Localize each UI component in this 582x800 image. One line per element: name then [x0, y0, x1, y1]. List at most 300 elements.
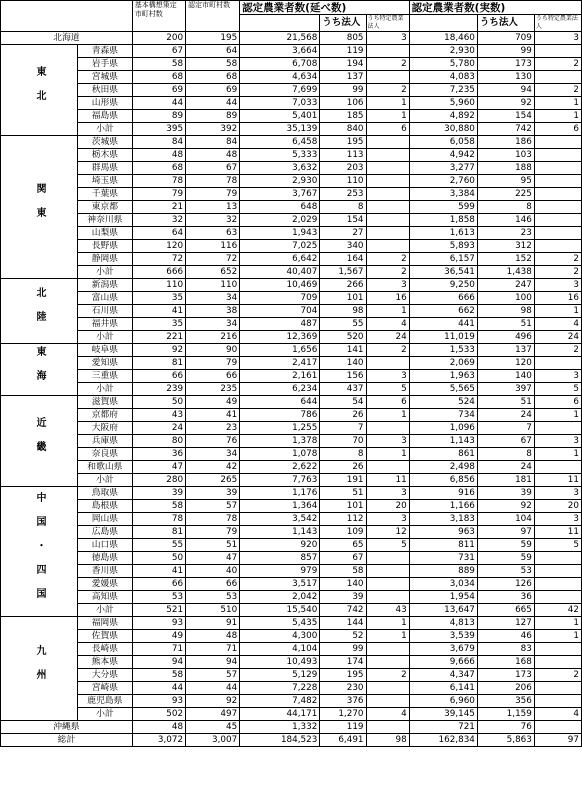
value-cell: 64: [132, 227, 185, 240]
value-cell: 48: [132, 149, 185, 162]
value-cell: 92: [477, 500, 534, 513]
value-cell: 3: [366, 435, 409, 448]
table-row: [1, 591, 582, 604]
prefecture-name: 茨城県: [78, 136, 133, 149]
value-cell: 1: [366, 97, 409, 110]
value-cell: 5,401: [240, 110, 320, 123]
table-row: [1, 344, 582, 357]
value-cell: 51: [477, 396, 534, 409]
value-cell: 101: [320, 292, 366, 305]
value-cell: 47: [186, 552, 240, 565]
value-cell: [534, 643, 581, 656]
value-cell: 3: [534, 487, 581, 500]
header-plan-munis: 基本構想策定市町村数: [132, 1, 185, 32]
value-cell: 1,378: [240, 435, 320, 448]
header-of-which-specified-actual: うち特定農業法人: [534, 15, 581, 32]
value-cell: 119: [320, 721, 366, 734]
value-cell: 1,858: [409, 214, 477, 227]
value-cell: 2: [534, 84, 581, 97]
value-cell: 191: [320, 474, 366, 487]
value-cell: 69: [132, 84, 185, 97]
total-row: [1, 734, 582, 747]
value-cell: 521: [132, 604, 185, 617]
value-cell: 1: [534, 448, 581, 461]
value-cell: 2,930: [409, 45, 477, 58]
prefecture-name: 奈良県: [78, 448, 133, 461]
value-cell: 437: [320, 383, 366, 396]
value-cell: 195: [320, 669, 366, 682]
value-cell: 186: [477, 136, 534, 149]
value-cell: 79: [186, 526, 240, 539]
value-cell: 140: [320, 578, 366, 591]
value-cell: 39: [186, 487, 240, 500]
value-cell: [534, 565, 581, 578]
prefecture-name: 愛媛県: [78, 578, 133, 591]
region-label: 東海: [1, 344, 78, 396]
value-cell: 71: [186, 643, 240, 656]
table-row: [1, 32, 582, 45]
header-of-which-corp: うち法人: [320, 15, 366, 32]
value-cell: [366, 565, 409, 578]
value-cell: 8: [477, 201, 534, 214]
header-of-which-corp-actual: うち法人: [477, 15, 534, 32]
value-cell: 3: [534, 435, 581, 448]
table-row: [1, 617, 582, 630]
value-cell: 3,539: [409, 630, 477, 643]
prefecture-name: 三重県: [78, 370, 133, 383]
value-cell: 146: [477, 214, 534, 227]
value-cell: 24: [477, 409, 534, 422]
value-cell: 963: [409, 526, 477, 539]
value-cell: 43: [132, 409, 185, 422]
prefecture-name: 群馬県: [78, 162, 133, 175]
prefecture-name: 神奈川県: [78, 214, 133, 227]
table-row: [1, 214, 582, 227]
value-cell: 2,029: [240, 214, 320, 227]
value-cell: 72: [186, 253, 240, 266]
value-cell: 3: [366, 32, 409, 45]
value-cell: 38: [186, 305, 240, 318]
value-cell: [534, 552, 581, 565]
value-cell: 53: [477, 565, 534, 578]
value-cell: [534, 136, 581, 149]
value-cell: 140: [477, 370, 534, 383]
value-cell: 235: [186, 383, 240, 396]
table-row: [1, 240, 582, 253]
header-corner: [1, 1, 133, 32]
header-actual-blank: [409, 15, 477, 32]
value-cell: 2: [534, 669, 581, 682]
value-cell: 742: [320, 604, 366, 617]
prefecture-name: 岡山県: [78, 513, 133, 526]
value-cell: [366, 643, 409, 656]
value-cell: 2: [534, 58, 581, 71]
value-cell: 840: [320, 123, 366, 136]
value-cell: [534, 227, 581, 240]
value-cell: 27: [320, 227, 366, 240]
value-cell: 12: [366, 526, 409, 539]
prefecture-name: 山梨県: [78, 227, 133, 240]
value-cell: 20: [534, 500, 581, 513]
value-cell: 91: [186, 617, 240, 630]
value-cell: 510: [186, 604, 240, 617]
value-cell: 98: [366, 734, 409, 747]
value-cell: 8: [320, 448, 366, 461]
value-cell: [534, 578, 581, 591]
value-cell: 1,364: [240, 500, 320, 513]
table-row: [1, 45, 582, 58]
value-cell: 8: [320, 201, 366, 214]
value-cell: 8: [477, 448, 534, 461]
value-cell: 11: [534, 474, 581, 487]
table-row: [1, 292, 582, 305]
value-cell: 5,435: [240, 617, 320, 630]
prefecture-name: 熊本県: [78, 656, 133, 669]
prefecture-name: 岩手県: [78, 58, 133, 71]
value-cell: 35: [132, 318, 185, 331]
value-cell: [534, 682, 581, 695]
table-row: [1, 136, 582, 149]
value-cell: [366, 552, 409, 565]
value-cell: 861: [409, 448, 477, 461]
value-cell: 1,078: [240, 448, 320, 461]
value-cell: 40: [186, 565, 240, 578]
value-cell: [366, 578, 409, 591]
value-cell: 23: [186, 422, 240, 435]
value-cell: 6: [366, 396, 409, 409]
value-cell: 89: [186, 110, 240, 123]
value-cell: 1,143: [409, 435, 477, 448]
value-cell: 1,166: [409, 500, 477, 513]
value-cell: 1: [366, 409, 409, 422]
value-cell: 18,460: [409, 32, 477, 45]
value-cell: 239: [132, 383, 185, 396]
value-cell: 805: [320, 32, 366, 45]
prefecture-name: 宮崎県: [78, 682, 133, 695]
value-cell: 66: [186, 370, 240, 383]
table-row: [1, 188, 582, 201]
value-cell: 709: [240, 292, 320, 305]
value-cell: 3,034: [409, 578, 477, 591]
value-cell: 1,270: [320, 708, 366, 721]
table-row: [1, 279, 582, 292]
prefecture-name: 佐賀県: [78, 630, 133, 643]
value-cell: 98: [477, 305, 534, 318]
value-cell: 5: [366, 539, 409, 552]
value-cell: [366, 71, 409, 84]
value-cell: 6,642: [240, 253, 320, 266]
value-cell: 92: [477, 97, 534, 110]
value-cell: 3,277: [409, 162, 477, 175]
value-cell: 1: [534, 97, 581, 110]
value-cell: 76: [186, 435, 240, 448]
value-cell: 4,813: [409, 617, 477, 630]
value-cell: 916: [409, 487, 477, 500]
prefecture-name: 京都府: [78, 409, 133, 422]
table-row: [1, 409, 582, 422]
value-cell: 662: [409, 305, 477, 318]
value-cell: 67: [320, 552, 366, 565]
value-cell: 13: [186, 201, 240, 214]
value-cell: 1,533: [409, 344, 477, 357]
value-cell: 704: [240, 305, 320, 318]
value-cell: 50: [132, 396, 185, 409]
value-cell: 10,493: [240, 656, 320, 669]
value-cell: 13,647: [409, 604, 477, 617]
value-cell: 11: [366, 474, 409, 487]
value-cell: 666: [132, 266, 185, 279]
subtotal-row: [1, 708, 582, 721]
prefecture-name: 新潟県: [78, 279, 133, 292]
value-cell: 103: [477, 149, 534, 162]
value-cell: 7,699: [240, 84, 320, 97]
value-cell: 7,228: [240, 682, 320, 695]
value-cell: 496: [477, 331, 534, 344]
value-cell: 3,664: [240, 45, 320, 58]
value-cell: 104: [477, 513, 534, 526]
value-cell: 84: [132, 136, 185, 149]
prefecture-name: 福岡県: [78, 617, 133, 630]
value-cell: 2,498: [409, 461, 477, 474]
value-cell: 709: [477, 32, 534, 45]
value-cell: 280: [132, 474, 185, 487]
value-cell: 39: [132, 487, 185, 500]
value-cell: [534, 214, 581, 227]
value-cell: 116: [186, 240, 240, 253]
value-cell: 119: [320, 45, 366, 58]
value-cell: 80: [132, 435, 185, 448]
prefecture-name: 青森県: [78, 45, 133, 58]
value-cell: 41: [132, 565, 185, 578]
value-cell: 99: [320, 84, 366, 97]
header-farmers-cumulative: 認定農業者数(延べ数): [240, 1, 410, 15]
value-cell: 34: [186, 448, 240, 461]
value-cell: 100: [477, 292, 534, 305]
value-cell: 1,176: [240, 487, 320, 500]
header-farmers-actual: 認定農業者数(実数): [409, 1, 581, 15]
value-cell: 68: [186, 71, 240, 84]
table-row: [1, 695, 582, 708]
value-cell: 1,954: [409, 591, 477, 604]
value-cell: 39: [477, 487, 534, 500]
value-cell: [534, 591, 581, 604]
value-cell: 30,880: [409, 123, 477, 136]
value-cell: [534, 45, 581, 58]
table-row: [1, 578, 582, 591]
value-cell: 32: [186, 214, 240, 227]
value-cell: 1: [534, 617, 581, 630]
value-cell: 70: [320, 435, 366, 448]
value-cell: 42: [534, 604, 581, 617]
value-cell: 3: [534, 513, 581, 526]
value-cell: 44: [132, 682, 185, 695]
value-cell: 66: [132, 578, 185, 591]
table-row: [1, 84, 582, 97]
value-cell: 225: [477, 188, 534, 201]
value-cell: 140: [320, 357, 366, 370]
value-cell: 1: [366, 448, 409, 461]
value-cell: 67: [477, 435, 534, 448]
value-cell: 54: [320, 396, 366, 409]
value-cell: 3,007: [186, 734, 240, 747]
value-cell: [366, 656, 409, 669]
value-cell: 1,567: [320, 266, 366, 279]
value-cell: 652: [186, 266, 240, 279]
value-cell: 127: [477, 617, 534, 630]
value-cell: 106: [320, 97, 366, 110]
value-cell: 3,384: [409, 188, 477, 201]
prefecture-name: 北海道: [1, 32, 133, 45]
value-cell: 4,892: [409, 110, 477, 123]
value-cell: 2: [366, 253, 409, 266]
value-cell: 2: [534, 253, 581, 266]
value-cell: [366, 682, 409, 695]
value-cell: 1,159: [477, 708, 534, 721]
value-cell: [534, 695, 581, 708]
value-cell: 156: [320, 370, 366, 383]
value-cell: [534, 461, 581, 474]
value-cell: 7,025: [240, 240, 320, 253]
value-cell: 83: [477, 643, 534, 656]
value-cell: 9,250: [409, 279, 477, 292]
value-cell: 3,072: [132, 734, 185, 747]
value-cell: 10,469: [240, 279, 320, 292]
value-cell: 69: [186, 84, 240, 97]
value-cell: 1: [366, 305, 409, 318]
value-cell: 265: [186, 474, 240, 487]
prefecture-name: 和歌山県: [78, 461, 133, 474]
value-cell: [534, 656, 581, 669]
value-cell: [366, 201, 409, 214]
value-cell: 3,517: [240, 578, 320, 591]
region-label: 東北: [1, 45, 78, 136]
value-cell: 221: [132, 331, 185, 344]
table-row: [1, 97, 582, 110]
header-cert-munis: 認定市町村数: [186, 1, 240, 32]
table-row: [1, 370, 582, 383]
value-cell: 93: [132, 695, 185, 708]
value-cell: 76: [477, 721, 534, 734]
value-cell: 3,767: [240, 188, 320, 201]
value-cell: 185: [320, 110, 366, 123]
value-cell: 4,942: [409, 149, 477, 162]
value-cell: 173: [477, 58, 534, 71]
value-cell: 203: [320, 162, 366, 175]
value-cell: 3,679: [409, 643, 477, 656]
value-cell: 247: [477, 279, 534, 292]
value-cell: 4: [366, 318, 409, 331]
value-cell: 23: [477, 227, 534, 240]
value-cell: 487: [240, 318, 320, 331]
value-cell: 36,541: [409, 266, 477, 279]
value-cell: 112: [320, 513, 366, 526]
value-cell: [366, 175, 409, 188]
table-row: [1, 435, 582, 448]
prefecture-name: 高知県: [78, 591, 133, 604]
value-cell: 6,157: [409, 253, 477, 266]
value-cell: 195: [320, 136, 366, 149]
region-label: 中国・四国: [1, 487, 78, 617]
value-cell: 71: [132, 643, 185, 656]
value-cell: 392: [186, 123, 240, 136]
value-cell: [534, 188, 581, 201]
value-cell: 89: [132, 110, 185, 123]
value-cell: 4: [534, 708, 581, 721]
value-cell: 7,763: [240, 474, 320, 487]
value-cell: 666: [409, 292, 477, 305]
value-cell: 78: [186, 175, 240, 188]
value-cell: 4,083: [409, 71, 477, 84]
value-cell: 5,333: [240, 149, 320, 162]
value-cell: 78: [186, 513, 240, 526]
value-cell: 58: [132, 669, 185, 682]
value-cell: 7,033: [240, 97, 320, 110]
value-cell: 58: [320, 565, 366, 578]
value-cell: 36: [132, 448, 185, 461]
table-row: [1, 110, 582, 123]
value-cell: 665: [477, 604, 534, 617]
value-cell: 5: [366, 383, 409, 396]
value-cell: 3: [534, 32, 581, 45]
value-cell: [534, 162, 581, 175]
value-cell: 3: [534, 370, 581, 383]
value-cell: 2,042: [240, 591, 320, 604]
table-row: [1, 526, 582, 539]
value-cell: 48: [186, 149, 240, 162]
prefecture-name: 徳島県: [78, 552, 133, 565]
value-cell: 94: [132, 656, 185, 669]
value-cell: 2,161: [240, 370, 320, 383]
value-cell: 67: [186, 162, 240, 175]
table-row: [1, 682, 582, 695]
value-cell: 97: [477, 526, 534, 539]
value-cell: 110: [186, 279, 240, 292]
value-cell: 4,104: [240, 643, 320, 656]
value-cell: 97: [534, 734, 581, 747]
prefecture-name: 兵庫県: [78, 435, 133, 448]
value-cell: 3: [366, 370, 409, 383]
value-cell: 2,622: [240, 461, 320, 474]
subtotal-row: [1, 604, 582, 617]
value-cell: 181: [477, 474, 534, 487]
prefecture-name: 岐阜県: [78, 344, 133, 357]
value-cell: 109: [320, 526, 366, 539]
value-cell: 152: [477, 253, 534, 266]
value-cell: 49: [132, 630, 185, 643]
value-cell: 16: [534, 292, 581, 305]
value-cell: 94: [186, 656, 240, 669]
prefecture-name: 鳥取県: [78, 487, 133, 500]
prefecture-name: 鹿児島県: [78, 695, 133, 708]
value-cell: [366, 357, 409, 370]
value-cell: 7,482: [240, 695, 320, 708]
value-cell: 1: [366, 617, 409, 630]
value-cell: 184,523: [240, 734, 320, 747]
table-row: [1, 630, 582, 643]
value-cell: 6,141: [409, 682, 477, 695]
value-cell: 194: [320, 58, 366, 71]
value-cell: 81: [132, 526, 185, 539]
value-cell: 266: [320, 279, 366, 292]
value-cell: 644: [240, 396, 320, 409]
value-cell: 3: [534, 279, 581, 292]
value-cell: 2: [534, 266, 581, 279]
prefecture-name: 総計: [1, 734, 133, 747]
value-cell: 721: [409, 721, 477, 734]
value-cell: 64: [186, 45, 240, 58]
value-cell: 35,139: [240, 123, 320, 136]
prefecture-name: 富山県: [78, 292, 133, 305]
